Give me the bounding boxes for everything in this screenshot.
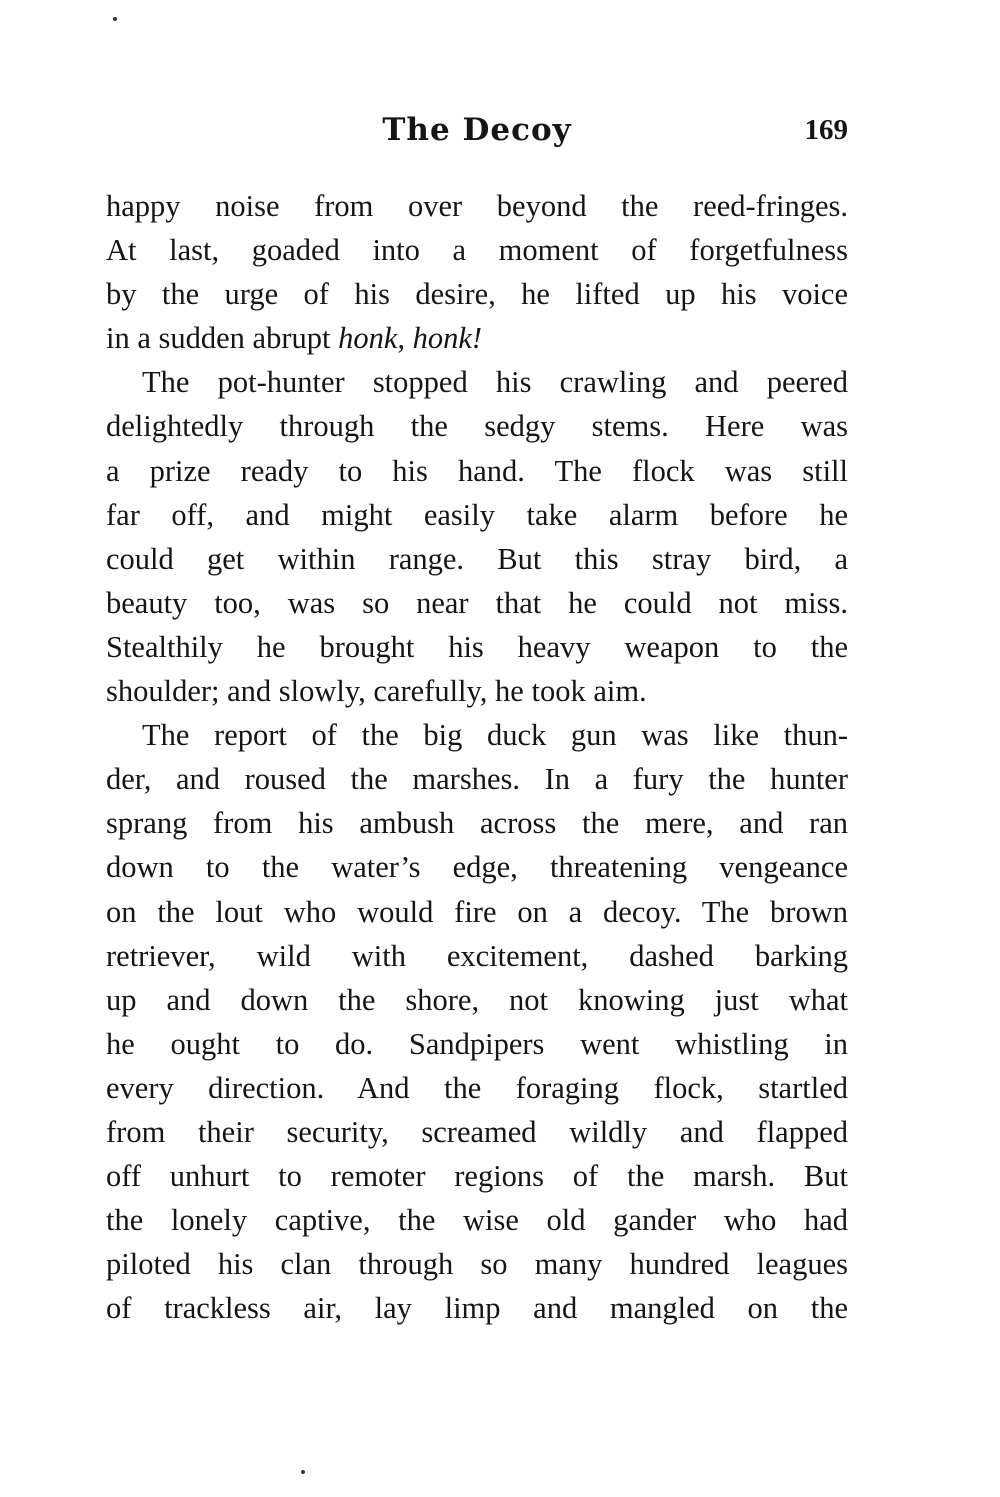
text-line: far off, and might easily take alarm before he xyxy=(106,497,848,532)
text-line: on the lout who would fire on a decoy. The brown xyxy=(106,894,848,929)
text-line: off unhurt to remoter regions of the marsh. But xyxy=(106,1159,848,1194)
text-line: sprang from his ambush across the mere, and ran xyxy=(106,806,848,841)
text-line: Stealthily he brought his heavy weapon to the xyxy=(106,629,848,664)
text-line: delightedly through the sedgy stems. Here was xyxy=(106,409,848,444)
text-line: up and down the shore, not knowing just what xyxy=(106,982,848,1017)
text-line: beauty too, was so near that he could not miss. xyxy=(106,585,848,620)
text-line: piloted his clan through so many hundred leagues xyxy=(106,1247,848,1282)
text-line: down to the water’s edge, threatening vengeance xyxy=(106,850,848,885)
text-line: of trackless air, lay limp and mangled on the xyxy=(106,1291,848,1326)
text-line: shoulder; and slowly, carefully, he took aim. xyxy=(106,674,647,709)
page-number: 169 xyxy=(804,114,848,146)
paragraph-start-line: The report of the big duck gun was like thun- xyxy=(142,718,848,753)
text-line-start: in a sudden abrupt xyxy=(106,321,339,356)
body-text xyxy=(106,184,848,1330)
running-title: The Decoy xyxy=(382,112,572,148)
text-line: he ought to do. Sandpipers went whistling in xyxy=(106,1026,848,1061)
text-line: could get within range. But this stray bird, a xyxy=(106,541,848,576)
page-header xyxy=(106,112,848,162)
text-line: the lonely captive, the wise old gander who had xyxy=(106,1203,848,1238)
text-line: happy noise from over beyond the reed-fringes. xyxy=(106,189,848,223)
text-line: by the urge of his desire, he lifted up his voice xyxy=(106,277,848,312)
print-speck xyxy=(301,1470,305,1474)
text-line: from their security, screamed wildly and flapped xyxy=(106,1114,848,1149)
print-speck xyxy=(113,17,117,21)
text-line: At last, goaded into a moment of forgetfulness xyxy=(106,233,848,268)
text-line: retriever, wild with excitement, dashed barking xyxy=(106,938,848,973)
italic-exclamation: honk, honk! xyxy=(338,321,483,356)
text-line: every direction. And the foraging flock, startled xyxy=(106,1070,848,1105)
paragraph-start-line: The pot-hunter stopped his crawling and peered xyxy=(142,365,848,400)
text-line: a prize ready to his hand. The flock was still xyxy=(106,453,848,488)
text-line xyxy=(106,316,848,360)
text-line: der, and roused the marshes. In a fury the hunter xyxy=(106,762,848,797)
